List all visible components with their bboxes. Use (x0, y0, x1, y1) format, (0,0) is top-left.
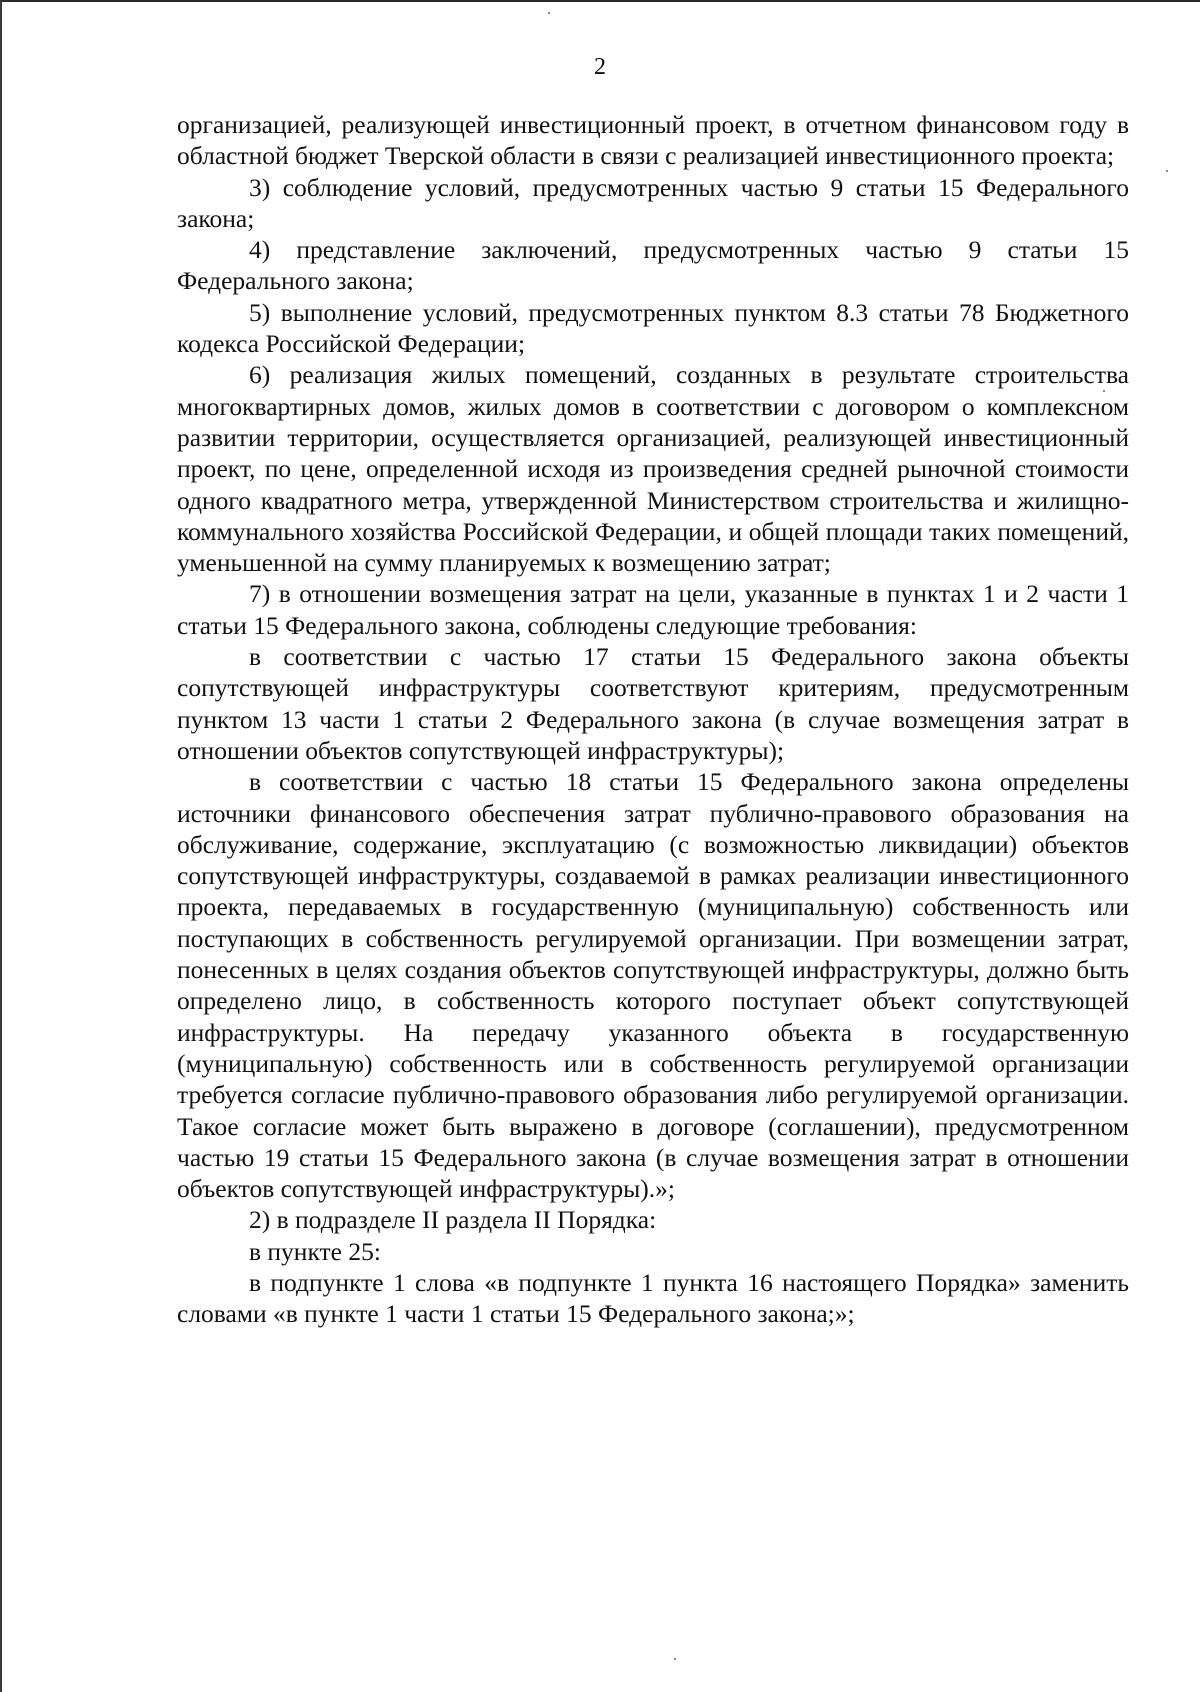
scan-speck (674, 1658, 676, 1660)
scan-speck (548, 12, 550, 14)
paragraph-continuation: организацией, реализующей инвестиционный проект, в отчетном финансовом году в областной бюджет Тверской области в связи с реализацией инвестиционного проекта; (177, 110, 1129, 171)
paragraph-item-7: 7) в отношении возмещения затрат на цели, указанные в пунктах 1 и 2 части 1 статьи 15 Федерального закона, соблюдены следующие требования: (177, 579, 1129, 640)
scan-speck (1166, 170, 1168, 172)
scan-speck (1103, 390, 1105, 392)
scan-border-left (0, 0, 2, 1692)
paragraph-subpoint-1: в подпункте 1 слова «в подпункте 1 пункта 16 настоящего Порядка» заменить словами «в пункте 1 части 1 статьи 15 Федерального закона;»; (177, 1267, 1129, 1329)
paragraph-item-6: 6) реализация жилых помещений, созданных в результате строительства многоквартирных домов, жилых домов в соответствии с договором о комплексном развитии территории, осуществляется организацией, реализующей инвестиционный проект, по цене, определенной исходя из произведения средней рыночной стоимости одного квадратного метра, утвержденной Министерством строительства и жилищно-коммунального хозяйства Российской Федерации, и общей площади таких помещений, уменьшенной на сумму планируемых к возмещению затрат; (177, 360, 1129, 578)
paragraph-requirement-17: в соответствии с частью 17 статьи 15 Федерального закона объекты сопутствующей инфраструктуры соответствуют критериям, предусмотренным пунктом 13 части 1 статьи 2 Федерального закона (в случае возмещения затрат в отношении объектов сопутствующей инфраструктуры); (177, 642, 1129, 765)
paragraph-item-4: 4) представление заключений, предусмотренных частью 9 статьи 15 Федерального закона; (177, 235, 1129, 296)
page-number: 2 (594, 54, 606, 80)
document-body (177, 109, 1129, 1330)
paragraph-amendment-2: 2) в подразделе II раздела II Порядка: (249, 1205, 657, 1235)
paragraph-point-25: в пункте 25: (249, 1236, 381, 1266)
paragraph-item-5: 5) выполнение условий, предусмотренных пунктом 8.3 статьи 78 Бюджетного кодекса Российской Федерации; (177, 297, 1129, 359)
scan-border-top (0, 0, 1200, 2)
paragraph-item-3: 3) соблюдение условий, предусмотренных частью 9 статьи 15 Федерального закона; (177, 172, 1129, 233)
paragraph-requirement-18: в соответствии с частью 18 статьи 15 Федерального закона определены источники финансового обеспечения затрат публично-правового образования на обслуживание, содержание, эксплуатацию (с возможностью ликвидации) объектов сопутствующей инфраструктуры, создаваемой в рамках реализации инвестиционного проекта, передаваемых в государственную (муниципальную) собственность или поступающих в собственность регулируемой организации. При возмещении затрат, понесенных в целях создания объектов сопутствующей инфраструктуры, должно быть определено лицо, в собственность которого поступает объект сопутствующей инфраструктуры. На передачу указанного объекта в государственную (муниципальную) собственность или в собственность регулируемой организации требуется согласие публично-правового образования либо регулируемой организации. Такое согласие может быть выражено в договоре (соглашении), предусмотренном частью 19 статьи 15 Федерального закона (в случае возмещения затрат в отношении объектов сопутствующей инфраструктуры).»; (177, 767, 1129, 1204)
